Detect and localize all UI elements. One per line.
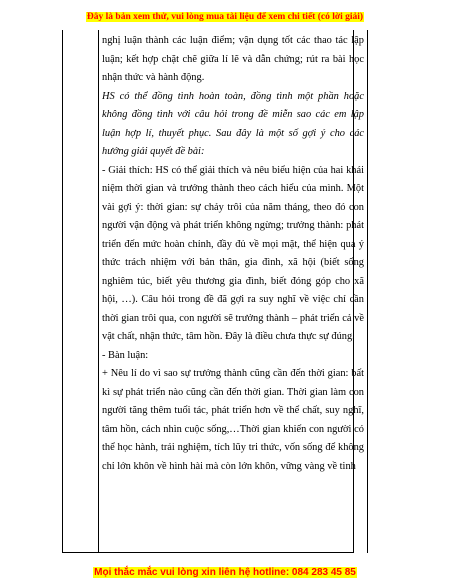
- paragraph: - Giải thích: HS có thể giải thích và nêu biểu hiện của hai khái niệm thời gian và trưởng thành theo cách hiểu của mình. Một vài gợi ý: thời gian: sự chảy trôi của năm tháng, theo đó con người vận động và phát triển không ngừng; trưởng thành: phát triển đến mức hoàn chỉnh, đầy đủ về mọi mặt, thể hiện qua ý thức trách nhiệm với bản thân, gia đình, xã hội (biết sống nghiêm túc, biết yêu thương gia đình, biết đóng góp cho xã hội, …). Câu hỏi trong đề đã gợi ra suy nghĩ về việc chỉ cần thời gian trôi qua, con người sẽ trưởng thành – phát triển cả về vật chất, nhận thức, tâm hồn. Đây là điều chưa thực sự đúng.: [102, 164, 364, 342]
- paragraph-italic-note: HS có thể đồng tình hoàn toàn, đồng tình một phần hoặc không đồng tình với câu hỏi trong đề miễn sao các em lập luận hợp lí, thuyết phục. Sau đây là một số gợi ý cho các hướng giải quyết đề bài:: [102, 90, 364, 157]
- paragraph: nghị luận thành các luận điểm; vận dụng tốt các thao tác lập luận; kết hợp chặt chẽ giữa lí lẽ và dẫn chứng; rút ra bài học nhận thức và hành động.: [102, 35, 364, 83]
- paragraph: + Nêu lí do vì sao sự trưởng thành cũng cần đến thời gian: bất kì sự phát triển nào cũng cần đến thời gian. Thời gian làm con người tăng thêm tuổi tác, phát triển hơn về thể chất, suy nghĩ, tâm hồn, cách nhìn cuộc sống,…Thời gian khiến con người có thể học hành, trải nghiệm, tích lũy tri thức, vốn sống để không chỉ lớn khôn về hình hài mà còn lớn khôn, vững vàng về tinh: [102, 368, 364, 472]
- hotline-banner-text: Mọi thắc mắc vui lòng xin liên hệ hotline: 084 283 45 85: [94, 567, 356, 578]
- preview-banner: [0, 6, 450, 24]
- paragraph: - Bàn luận:: [102, 349, 149, 361]
- answer-cell: [102, 32, 364, 552]
- preview-banner-text: Đây là bản xem thử, vui lòng mua tài liệu để xem chi tiết (có lời giải): [86, 12, 364, 22]
- table-column-divider: [98, 30, 99, 553]
- hotline-banner: [0, 562, 450, 580]
- table-column-divider: [367, 30, 368, 553]
